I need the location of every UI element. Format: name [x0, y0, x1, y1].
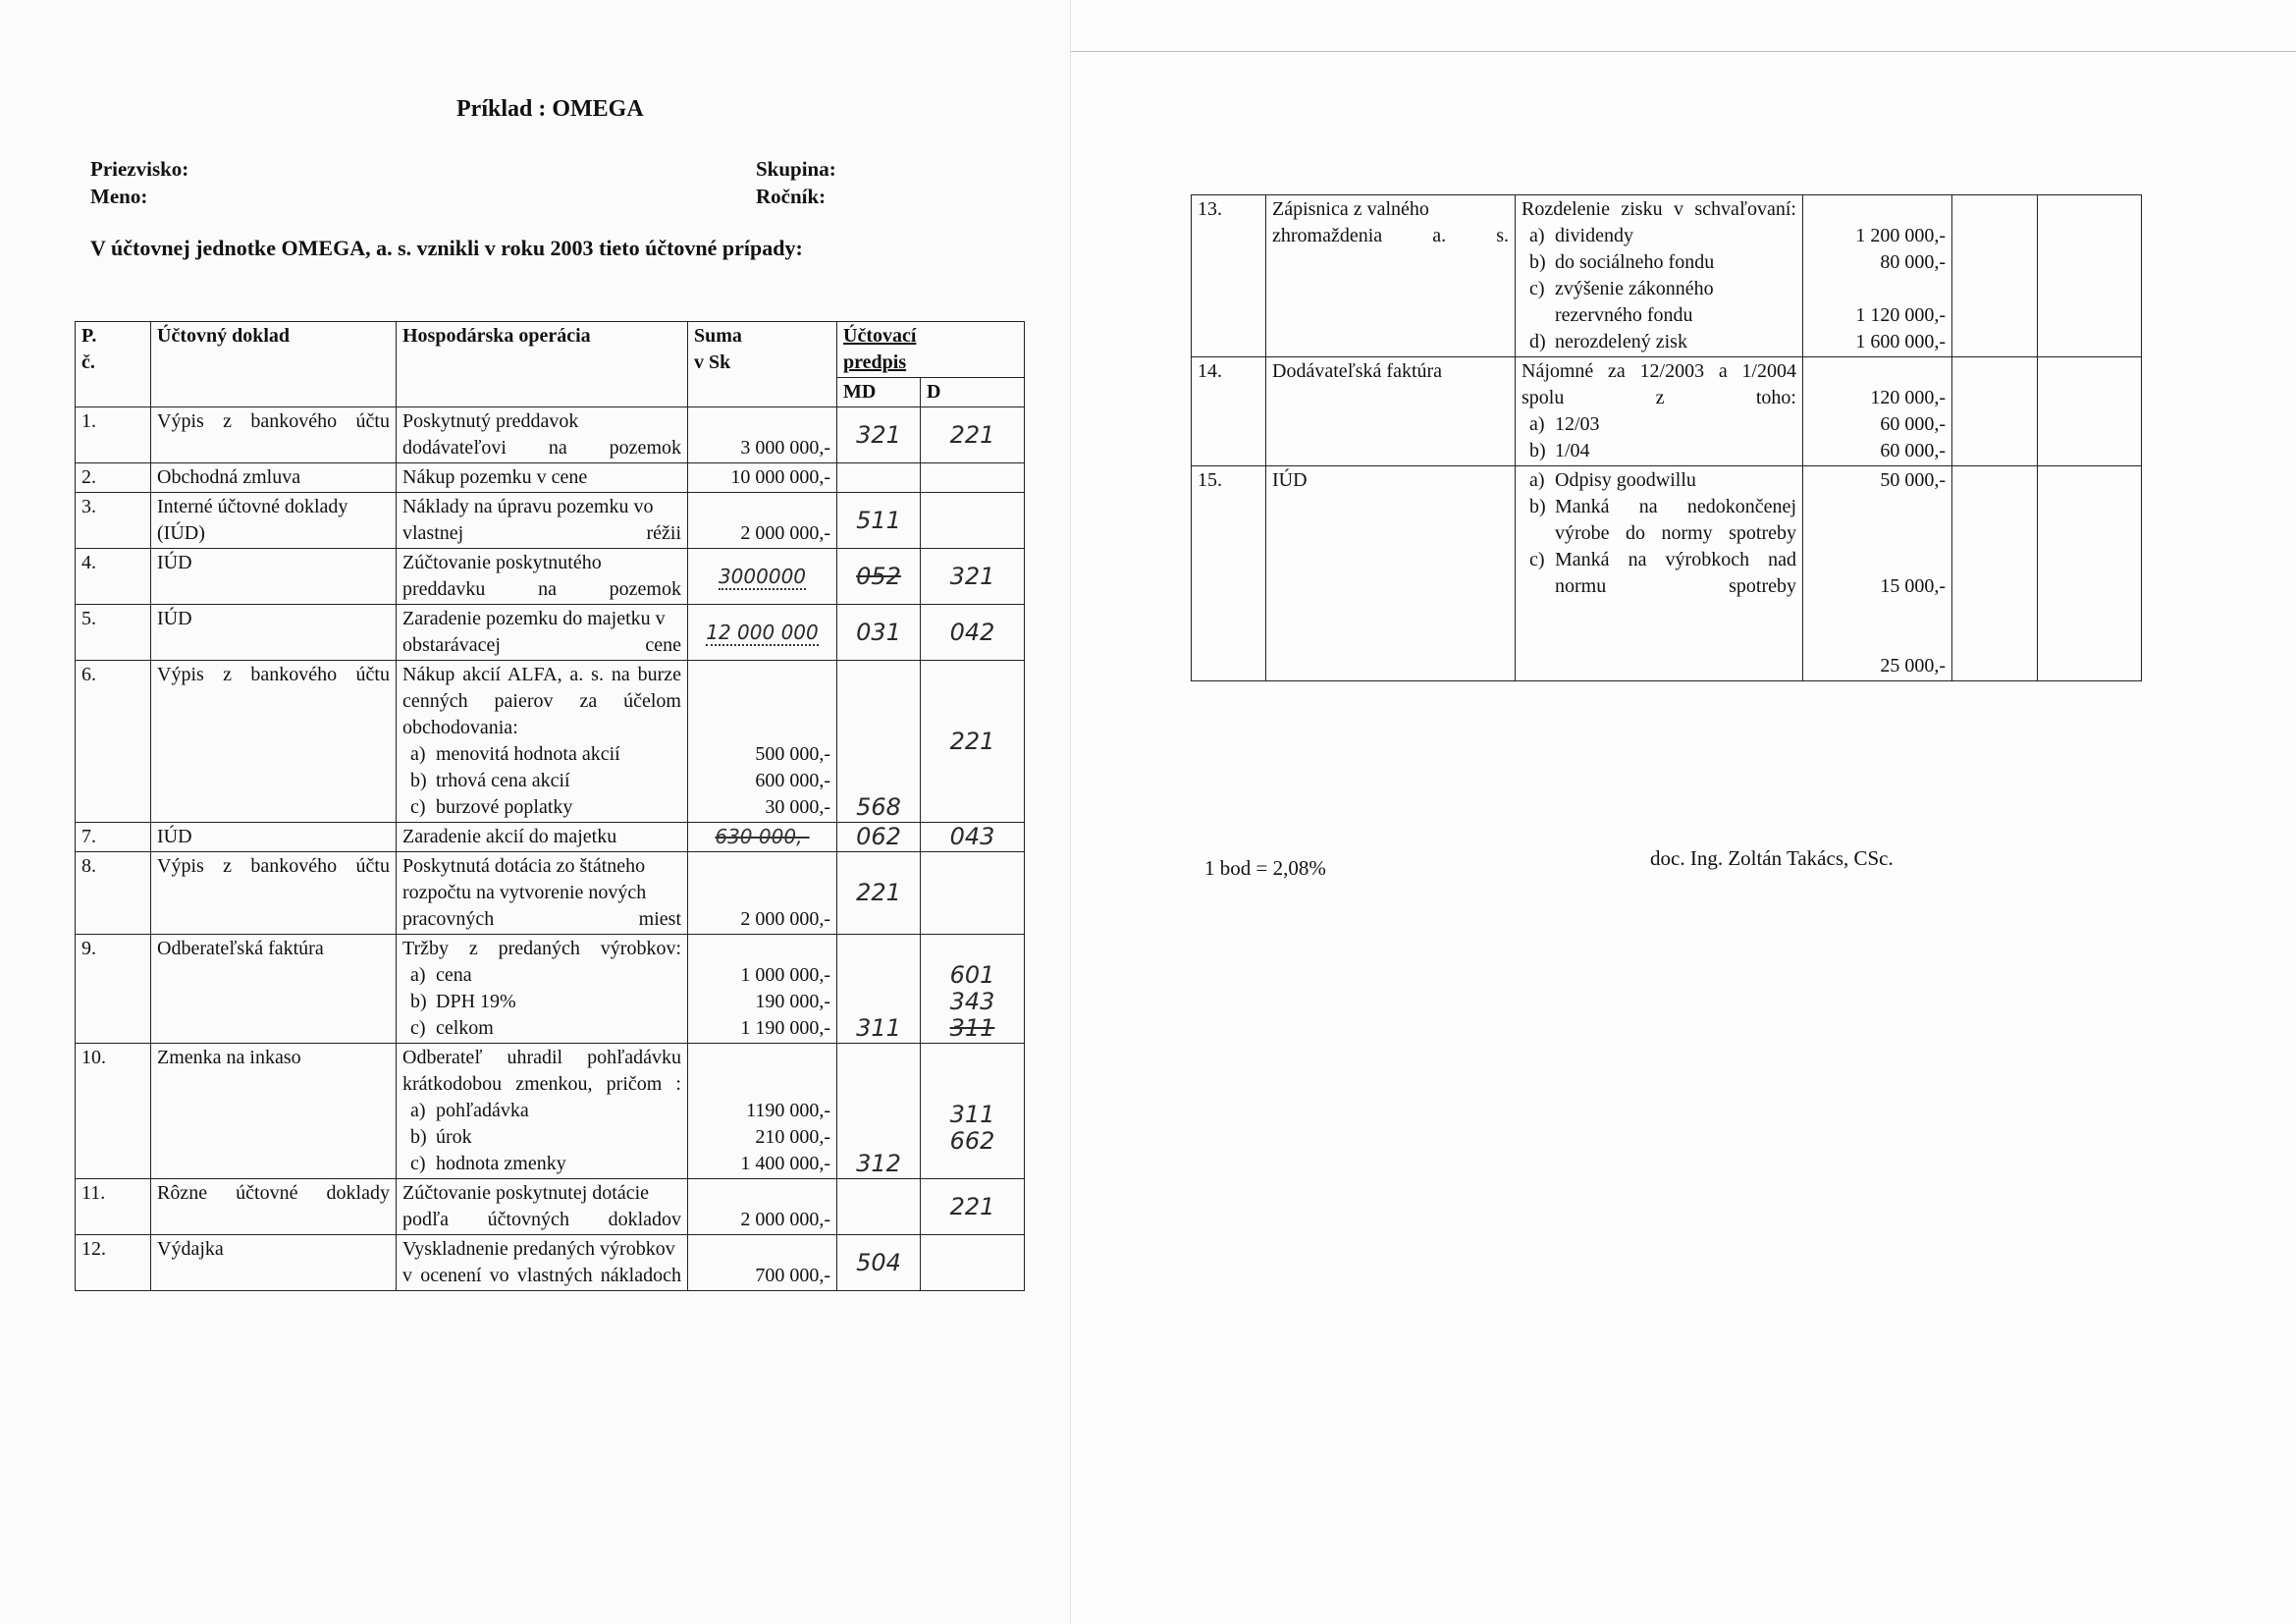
row-operation: Rozdelenie zisku v schvaľovaní: a) dividendy b) do sociálneho fondu c) zvýšenie zákonného rezervného fondu d) nerozdelený zisk [1516, 195, 1803, 357]
row-d [2038, 195, 2142, 357]
row-md: 312 [837, 1044, 921, 1179]
row-document: Zápisnica z valného zhromaždenia a. s. [1266, 195, 1516, 357]
col-op-header: Hospodárska operácia [397, 322, 688, 407]
table-row [76, 407, 1025, 463]
row-document: Výpis z bankového účtu [151, 661, 397, 823]
row-number: 9. [76, 935, 151, 1044]
table-row [1192, 195, 2142, 357]
table-row [76, 852, 1025, 935]
row-operation: Nájomné za 12/2003 a 1/2004 spolu z toho: a) 12/03 b) 1/04 [1516, 357, 1803, 466]
row-md [837, 1179, 921, 1235]
row-d: 043 [921, 823, 1025, 852]
row-document: IÚD [151, 823, 397, 852]
sub-item: a) pohľadávka [410, 1100, 529, 1121]
table-row [76, 463, 1025, 493]
sub-item: b) úrok [410, 1126, 472, 1148]
row-sum: 1190 000,- 210 000,- 1 400 000,- [688, 1044, 837, 1179]
table-row [76, 935, 1025, 1044]
row-document: Interné účtovné doklady (IÚD) [151, 493, 397, 549]
row-md [1952, 357, 2038, 466]
row-operation: Nákup akcií ALFA, a. s. na burze cenných paierov za účelom obchodovania: a) menovitá hodnota akcií b) trhová cena akcií c) burzové poplatky [397, 661, 688, 823]
row-number: 3. [76, 493, 151, 549]
surname-label: Priezvisko: [90, 157, 189, 181]
sub-item: b) Manká na nedokončenej výrobe do normy spotreby [1529, 496, 1796, 544]
table-row [76, 605, 1025, 661]
sub-item: c) burzové poplatky [410, 796, 573, 818]
row-document: Odberateľská faktúra [151, 935, 397, 1044]
row-d: 221 [921, 1179, 1025, 1235]
row-d: 601 343 311 [921, 935, 1025, 1044]
row-d [921, 1235, 1025, 1291]
row-document: Zmenka na inkaso [151, 1044, 397, 1179]
row-document: Výpis z bankového účtu [151, 407, 397, 463]
row-number: 6. [76, 661, 151, 823]
row-d [2038, 357, 2142, 466]
row-md: 062 [837, 823, 921, 852]
col-entry-header: Účtovací predpis [837, 322, 1025, 378]
row-sum: 2 000 000,- [688, 493, 837, 549]
row-md [837, 463, 921, 493]
row-d: 321 [921, 549, 1025, 605]
col-d-header: D [921, 378, 1025, 407]
row-sum: 1 000 000,- 190 000,- 1 190 000,- [688, 935, 837, 1044]
row-number: 14. [1192, 357, 1266, 466]
author-signature: doc. Ing. Zoltán Takács, CSc. [1650, 846, 1894, 870]
row-document: Dodávateľská faktúra [1266, 357, 1516, 466]
row-number: 12. [76, 1235, 151, 1291]
row-document: Výdajka [151, 1235, 397, 1291]
row-sum: 1 200 000,- 80 000,- 1 120 000,- 1 600 000,- [1803, 195, 1952, 357]
row-d [921, 463, 1025, 493]
table-row [76, 823, 1025, 852]
row-number: 13. [1192, 195, 1266, 357]
ledger-table-continued [1191, 194, 2142, 681]
row-sum: 50 000,- 15 000,- 25 000,- [1803, 466, 1952, 681]
row-md: 052 [837, 549, 921, 605]
row-number: 8. [76, 852, 151, 935]
row-number: 2. [76, 463, 151, 493]
row-sum: 3000000 [688, 549, 837, 605]
row-sum: 2 000 000,- [688, 1179, 837, 1235]
row-number: 1. [76, 407, 151, 463]
row-operation: Poskytnutá dotácia zo štátneho rozpočtu na vytvorenie nových pracovných miest [397, 852, 688, 935]
row-number: 7. [76, 823, 151, 852]
sub-item: a) dividendy [1529, 225, 1633, 246]
row-document: Výpis z bankového účtu [151, 852, 397, 935]
header-row [76, 322, 1025, 378]
row-md: 031 [837, 605, 921, 661]
row-sum: 120 000,- 60 000,- 60 000,- [1803, 357, 1952, 466]
year-label: Ročník: [756, 185, 827, 208]
sub-item: c) celkom [410, 1017, 494, 1039]
sub-item: b) DPH 19% [410, 991, 516, 1012]
ledger-table [75, 321, 1025, 1291]
row-document: Rôzne účtovné doklady [151, 1179, 397, 1235]
group-label: Skupina: [756, 157, 836, 181]
row-operation: Nákup pozemku v cene [397, 463, 688, 493]
points-note: 1 bod = 2,08% [1204, 856, 1326, 880]
row-d [921, 852, 1025, 935]
row-md [1952, 195, 2038, 357]
row-number: 10. [76, 1044, 151, 1179]
sub-item: b) 1/04 [1529, 440, 1590, 461]
row-operation: Náklady na úpravu pozemku vo vlastnej réžii [397, 493, 688, 549]
sub-item: b) trhová cena akcií [410, 770, 570, 791]
col-doc-header: Účtovný doklad [151, 322, 397, 407]
table-row [1192, 466, 2142, 681]
sub-item: a) Odpisy goodwillu [1529, 469, 1696, 491]
sub-item: c) hodnota zmenky [410, 1153, 566, 1174]
sub-item: a) cena [410, 964, 472, 986]
page-right [1070, 0, 2296, 1624]
sub-item: c) Manká na výrobkoch nad normu spotreby [1529, 549, 1796, 597]
row-document: IÚD [1266, 466, 1516, 681]
row-sum: 12 000 000 [688, 605, 837, 661]
intro-text: V účtovnej jednotke OMEGA, a. s. vznikli v roku 2003 tieto účtovné prípady: [90, 236, 803, 260]
row-md: 221 [837, 852, 921, 935]
table-row [76, 661, 1025, 823]
row-md: 311 [837, 935, 921, 1044]
table-row [1192, 357, 2142, 466]
row-number: 5. [76, 605, 151, 661]
row-md [1952, 466, 2038, 681]
row-d: 311 662 [921, 1044, 1025, 1179]
row-operation: Poskytnutý preddavok dodávateľovi na pozemok [397, 407, 688, 463]
sub-item: a) 12/03 [1529, 413, 1600, 435]
row-operation: Zaradenie akcií do majetku [397, 823, 688, 852]
row-d: 221 [921, 661, 1025, 823]
row-operation [1516, 466, 1803, 681]
row-sum: 630 000,- [688, 823, 837, 852]
row-operation: Vyskladnenie predaných výrobkov v ocenení vo vlastných nákladoch [397, 1235, 688, 1291]
row-d: 042 [921, 605, 1025, 661]
row-md: 504 [837, 1235, 921, 1291]
row-d [2038, 466, 2142, 681]
row-operation: Zúčtovanie poskytnutého preddavku na pozemok [397, 549, 688, 605]
row-sum: 500 000,- 600 000,- 30 000,- [688, 661, 837, 823]
col-md-header: MD [837, 378, 921, 407]
page-edge-line [1071, 51, 2296, 52]
table-row [76, 1235, 1025, 1291]
sub-item: b) do sociálneho fondu [1529, 251, 1715, 273]
row-number: 11. [76, 1179, 151, 1235]
page-title: Príklad : OMEGA [456, 96, 644, 122]
col-sum-header: Suma v Sk [688, 322, 837, 407]
row-number: 4. [76, 549, 151, 605]
row-md: 568 [837, 661, 921, 823]
row-md: 321 [837, 407, 921, 463]
table-row [76, 1044, 1025, 1179]
table-row [76, 1179, 1025, 1235]
row-sum: 10 000 000,- [688, 463, 837, 493]
sub-item: c) zvýšenie zákonného rezervného fondu [1529, 278, 1714, 326]
sub-item: a) menovitá hodnota akcií [410, 743, 620, 765]
row-number: 15. [1192, 466, 1266, 681]
table-row [76, 549, 1025, 605]
row-sum: 700 000,- [688, 1235, 837, 1291]
row-operation: Zúčtovanie poskytnutej dotácie podľa účtovných dokladov [397, 1179, 688, 1235]
row-operation: Zaradenie pozemku do majetku v obstarávacej cene [397, 605, 688, 661]
row-document: Obchodná zmluva [151, 463, 397, 493]
row-sum: 2 000 000,- [688, 852, 837, 935]
row-d: 221 [921, 407, 1025, 463]
page-left [0, 0, 1070, 1624]
row-operation: Tržby z predaných výrobkov: a) cena b) DPH 19% c) celkom [397, 935, 688, 1044]
row-document: IÚD [151, 549, 397, 605]
row-operation: Odberateľ uhradil pohľadávku krátkodobou zmenkou, pričom : a) pohľadávka b) úrok c) hodnota zmenky [397, 1044, 688, 1179]
row-sum: 3 000 000,- [688, 407, 837, 463]
sub-item: d) nerozdelený zisk [1529, 331, 1687, 352]
col-no-header: P. č. [76, 322, 151, 407]
table-row [76, 493, 1025, 549]
row-d [921, 493, 1025, 549]
row-document: IÚD [151, 605, 397, 661]
name-label: Meno: [90, 185, 148, 208]
row-md: 511 [837, 493, 921, 549]
